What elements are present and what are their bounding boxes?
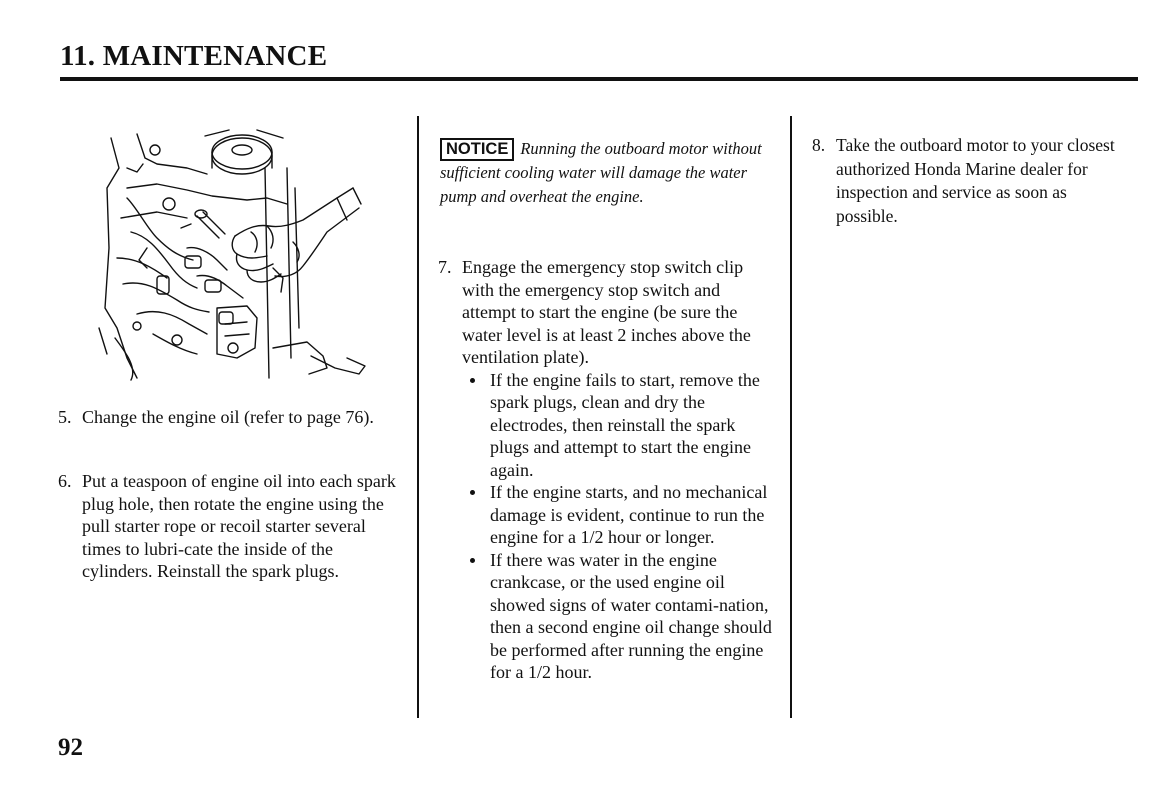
engine-spark-plug-illustration [97, 128, 381, 384]
step-number: 6. [58, 471, 72, 491]
step-text: Engage the emergency stop switch clip with the emergency stop switch and attempt to start the engine (be sure the water level is at least 2 inches above the ventilation plate). [462, 257, 751, 367]
list-item [462, 369, 778, 482]
engine-cap-icon [205, 130, 283, 174]
step-5 [58, 406, 398, 429]
step-text: Take the outboard motor to your closest authorized Honda Marine dealer for inspection and service as soon as possible. [836, 135, 1115, 226]
bullet-list [462, 369, 778, 684]
bullet-icon [470, 490, 475, 495]
bullet-icon [470, 558, 475, 563]
notice-label: NOTICE [440, 138, 514, 161]
list-item-text: If the engine fails to start, remove the spark plugs, clean and dry the electrodes, then reinstall the spark plugs and attempt to start the engine again. [490, 369, 760, 480]
step-number: 7. [438, 257, 452, 277]
list-item [462, 549, 778, 684]
section-title: 11. MAINTENANCE [60, 40, 328, 72]
step-text: Change the engine oil (refer to page 76). [82, 407, 374, 427]
column-divider-left [417, 116, 419, 718]
step-number: 5. [58, 407, 72, 427]
list-item [462, 481, 778, 549]
bullet-icon [470, 378, 475, 383]
column-divider-right [790, 116, 792, 718]
step-number: 8. [812, 135, 826, 155]
notice-text: Running the outboard motor without sufficient cooling water will damage the water pump and overheat the engine. [440, 139, 762, 206]
step-8 [812, 134, 1132, 228]
step-text: Put a teaspoon of engine oil into each spark plug hole, then rotate the engine using the pull starter rope or recoil starter several times to lubri-cate the inside of the cylinders. Reinstall the spark plugs. [82, 471, 396, 581]
list-item-text: If the engine starts, and no mechanical damage is evident, continue to run the engine for a 1/2 hour or longer. [490, 482, 768, 547]
step-6 [58, 470, 398, 583]
step-7 [438, 256, 778, 684]
notice-block [440, 137, 770, 208]
page-number: 92 [58, 734, 83, 761]
title-rule [60, 77, 1138, 81]
list-item-text: If there was water in the engine crankcase, or the used engine oil showed signs of water contami-nation, then a second engine oil change should be performed after running the engine for a 1/2 hour. [490, 549, 772, 682]
